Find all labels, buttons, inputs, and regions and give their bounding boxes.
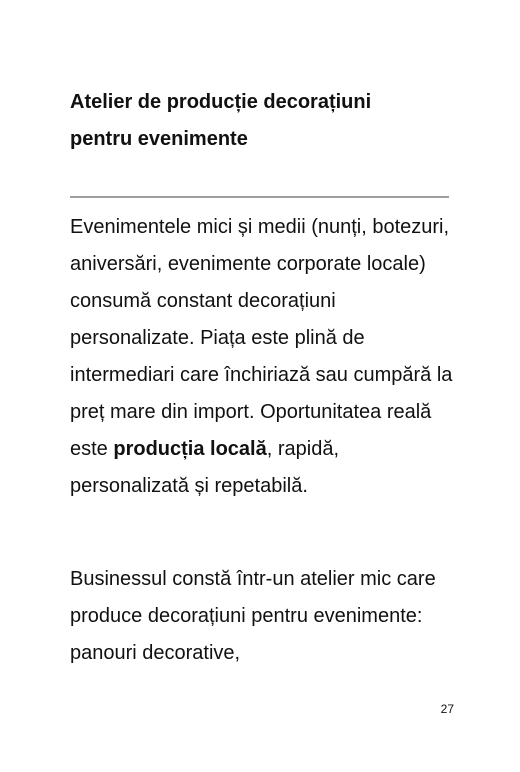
paragraph-intro-bold-text: producția locală bbox=[113, 438, 267, 460]
paragraph-intro-text: Evenimentele mici și medii (nunți, botezuri, aniversări, evenimente corporate locale) consumă constant decorațiuni personalizate. Piața este plină de intermediari care închiriază sau cumpără la preț mare din import. Oportunitatea reală este bbox=[70, 216, 453, 460]
paragraph-business bbox=[70, 561, 460, 672]
paragraph-intro bbox=[70, 209, 460, 505]
paragraph-intro-text-end: , rapidă, personalizată și repetabilă. bbox=[70, 438, 339, 497]
page-number: 27 bbox=[440, 702, 454, 716]
section-heading-line-1: Atelier de producție decorațiuni bbox=[70, 91, 372, 113]
horizontal-divider bbox=[70, 196, 449, 198]
section-heading-line-2: pentru evenimente bbox=[70, 128, 248, 150]
section-heading bbox=[70, 84, 450, 158]
paragraph-business-text: Businessul constă într-un atelier mic care produce decorațiuni pentru evenimente: panouri decorative, bbox=[70, 568, 436, 664]
